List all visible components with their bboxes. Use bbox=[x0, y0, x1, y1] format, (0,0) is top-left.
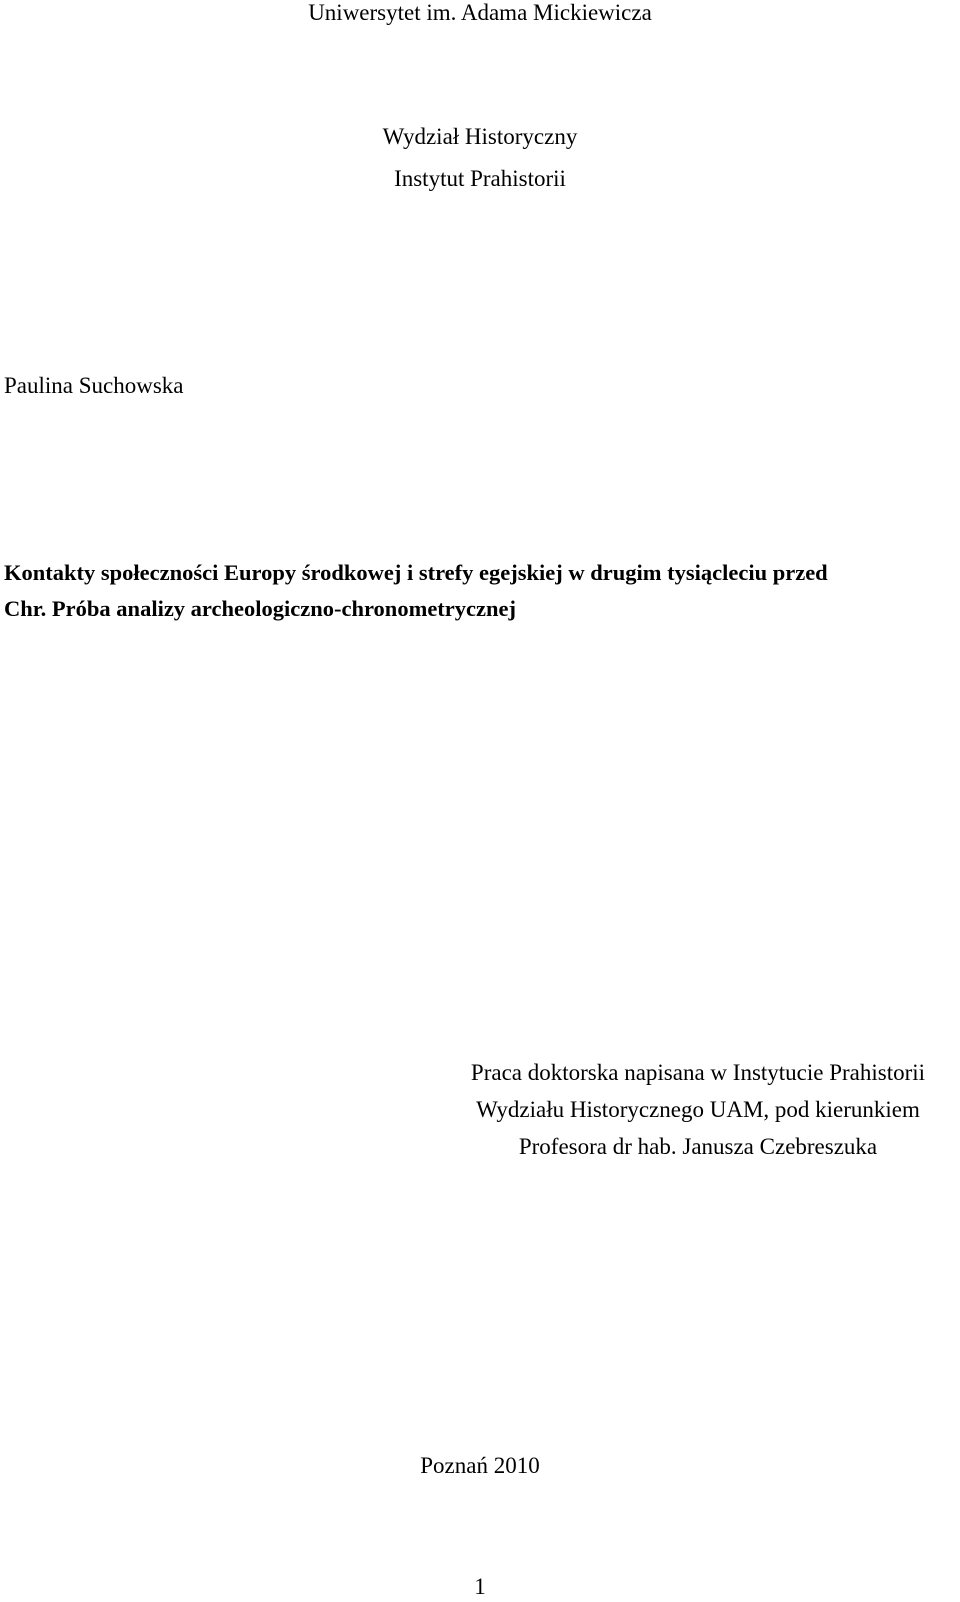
place-and-year: Poznań 2010 bbox=[420, 1453, 540, 1478]
thesis-note-line-1: Praca doktorska napisana w Instytucie Prahistorii bbox=[470, 1060, 926, 1085]
thesis-supervisor-note bbox=[438, 1054, 958, 1165]
thesis-note-line-3: Profesora dr hab. Janusza Czebreszuka bbox=[518, 1134, 878, 1159]
thesis-title-line-1: Kontakty społeczności Europy środkowej i strefy egejskiej w drugim tysiącleciu przed bbox=[4, 560, 828, 585]
thesis-title-line-2: Chr. Próba analizy archeologiczno-chronometrycznej bbox=[4, 596, 516, 621]
author-name: Paulina Suchowska bbox=[4, 373, 184, 398]
thesis-title bbox=[4, 555, 956, 627]
page-number: 1 bbox=[474, 1574, 486, 1599]
thesis-note-line-2: Wydziału Historycznego UAM, pod kierunkiem bbox=[476, 1097, 920, 1122]
institute-name: Instytut Prahistorii bbox=[394, 166, 566, 191]
faculty-name: Wydział Historyczny bbox=[382, 124, 578, 149]
university-name: Uniwersytet im. Adama Mickiewicza bbox=[308, 0, 652, 25]
